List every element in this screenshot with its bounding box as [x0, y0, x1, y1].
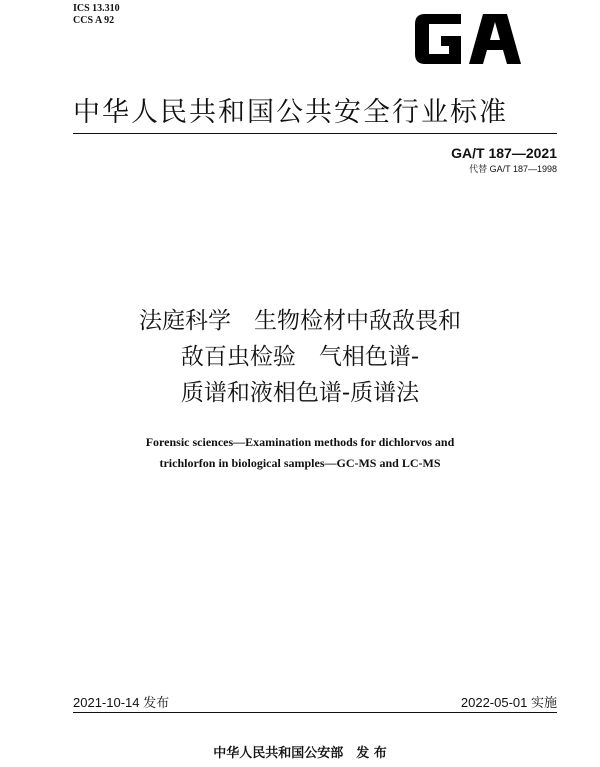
organization-title: 中华人民共和国公共安全行业标准	[73, 97, 508, 128]
chinese-title-line-3: 质谱和液相色谱-质谱法	[180, 380, 420, 406]
english-title-line-1: Forensic sciences—Examination methods for dichlorvos and	[145, 435, 455, 449]
replaces-note: 代替 GA/T 187—1998	[469, 164, 557, 174]
chinese-title-line-2: 敌百虫检验 气相色谱-	[180, 344, 420, 370]
ccs-code: CCS A 92	[73, 15, 115, 26]
chinese-title-line-1: 法庭科学 生物检材中敌敌畏和	[139, 308, 461, 334]
english-title	[0, 432, 600, 474]
logo-letter-a	[469, 14, 521, 64]
logo-letter-g	[415, 14, 461, 64]
publisher: 中华人民共和国公安部 发 布	[213, 746, 387, 761]
chinese-title	[0, 303, 600, 411]
top-divider	[73, 133, 557, 134]
implementation-date: 2022-05-01 实施	[460, 695, 557, 710]
classification-codes	[73, 3, 120, 27]
bottom-divider	[73, 712, 557, 713]
issue-date: 2021-10-14 发布	[73, 695, 170, 710]
standard-number: GA/T 187—2021	[451, 145, 557, 161]
ga-logo	[411, 10, 525, 68]
english-title-line-2: trichlorfon in biological samples—GC-MS and LC-MS	[159, 456, 441, 470]
standard-number-block	[451, 145, 557, 175]
ics-code: ICS 13.310	[73, 3, 120, 14]
